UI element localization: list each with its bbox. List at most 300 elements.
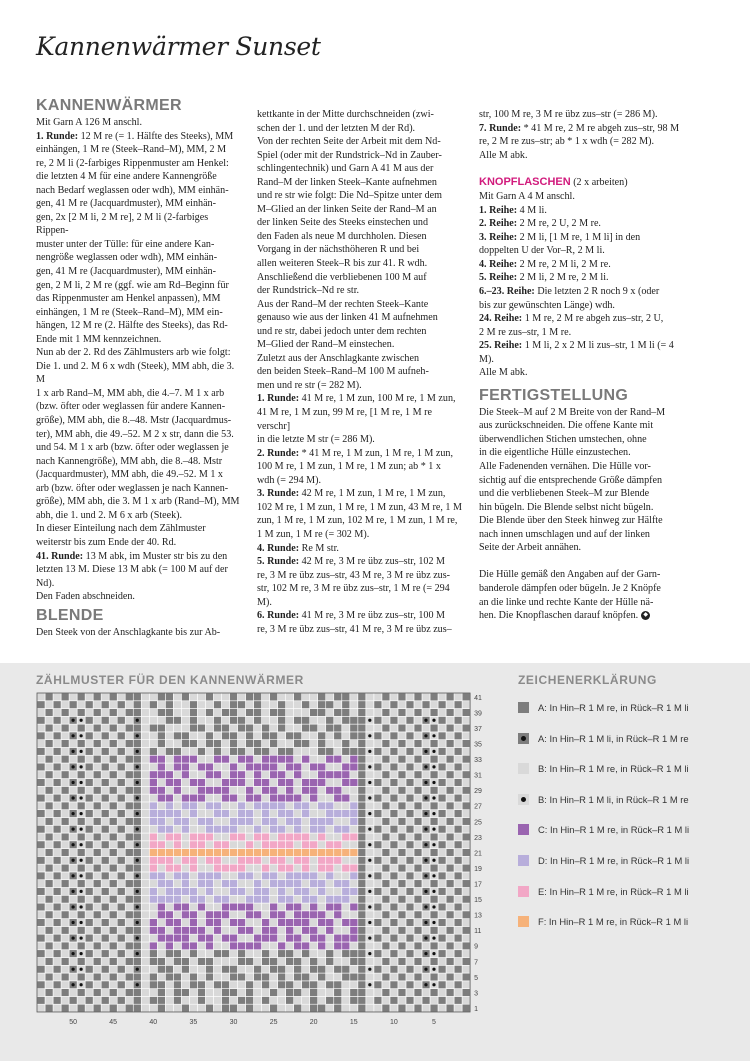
legend-label: A: In Hin–R 1 M li, in Rück–R 1 M re [538, 732, 689, 744]
chart-cell [278, 810, 286, 818]
chart-cell [254, 716, 262, 724]
text-line [257, 203, 464, 217]
purl-dot-icon [80, 952, 83, 955]
chart-cell [334, 810, 342, 818]
chart-cell [189, 724, 197, 732]
chart-cell [278, 763, 286, 771]
purl-dot-icon [80, 781, 83, 784]
text-content: der Rundstrick–Nd re str. [257, 285, 360, 297]
purl-dot-icon [432, 874, 435, 877]
chart-cell [181, 794, 189, 802]
chart-cell [157, 973, 165, 981]
chart-cell [438, 1004, 446, 1012]
text-content: weiterstr bis zum Ende der 40. Rd. [36, 536, 177, 548]
purl-dot-icon [80, 734, 83, 737]
text-line [479, 339, 689, 366]
chart-cell [173, 903, 181, 911]
chart-cell [181, 825, 189, 833]
chart-cell [45, 740, 53, 748]
chart-cell [326, 763, 334, 771]
chart-cell [133, 755, 141, 763]
purl-dot-icon [432, 968, 435, 971]
chart-cell [189, 958, 197, 966]
chart-cell [350, 779, 358, 787]
purl-dot-icon [424, 936, 427, 939]
chart-cell [197, 802, 205, 810]
chart-cell [406, 701, 414, 709]
chart-cell [422, 771, 430, 779]
legend-label: C: In Hin–R 1 M re, in Rück–R 1 M li [538, 824, 690, 836]
chart-cell [125, 747, 133, 755]
purl-dot-icon [521, 797, 526, 802]
chart-cell [294, 779, 302, 787]
chart-cell [101, 779, 109, 787]
chart-cell [390, 841, 398, 849]
chart-cell [294, 709, 302, 717]
chart-cell [157, 817, 165, 825]
purl-dot-icon [136, 843, 139, 846]
chart-cell [358, 880, 366, 888]
chart-cell [358, 872, 366, 880]
chart-cell [205, 802, 213, 810]
purl-dot-icon [71, 921, 74, 924]
chart-cell [229, 919, 237, 927]
chart-cell [229, 701, 237, 709]
chart-cell [350, 794, 358, 802]
chart-cell [37, 724, 45, 732]
chart-cell [45, 747, 53, 755]
chart-cell [366, 693, 374, 701]
chart-cell [85, 872, 93, 880]
chart-cell [85, 817, 93, 825]
chart-cell [446, 919, 454, 927]
chart-cell [462, 841, 470, 849]
chart-cell [286, 989, 294, 997]
chart-cell [45, 934, 53, 942]
text-line [36, 197, 243, 211]
chart-cell [358, 849, 366, 857]
row-label: 17 [474, 881, 482, 889]
chart-cell [101, 747, 109, 755]
chart-cell [414, 950, 422, 958]
chart-cell [390, 965, 398, 973]
chart-cell [173, 693, 181, 701]
chart-cell [310, 732, 318, 740]
text-line [479, 487, 689, 501]
chart-cell [446, 958, 454, 966]
chart-cell [109, 942, 117, 950]
chart-cell [318, 755, 326, 763]
chart-cell [181, 856, 189, 864]
chart-cell [197, 888, 205, 896]
text-line [479, 326, 689, 340]
chart-cell [45, 779, 53, 787]
chart-cell [294, 825, 302, 833]
chart-cell [342, 841, 350, 849]
chart-cell [438, 786, 446, 794]
chart-cell [350, 724, 358, 732]
legend-item [518, 702, 689, 733]
chart-cell [342, 989, 350, 997]
row-label: 23 [474, 834, 482, 842]
chart-cell [446, 981, 454, 989]
chart-cell [45, 786, 53, 794]
chart-cell [454, 817, 462, 825]
chart-cell [125, 942, 133, 950]
chart-cell [213, 716, 221, 724]
text-content: das Rippenmuster am Henkel anpassen), MM [36, 293, 221, 305]
chart-cell [286, 833, 294, 841]
chart-cell [165, 849, 173, 857]
chart-cell [141, 833, 149, 841]
chart-cell [254, 919, 262, 927]
chart-cell [246, 747, 254, 755]
chart-cell [286, 996, 294, 1004]
chart-cell [246, 779, 254, 787]
text-line [36, 509, 243, 523]
chart-cell [342, 825, 350, 833]
chart-cell [213, 841, 221, 849]
chart-cell [141, 919, 149, 927]
chart-cell [69, 880, 77, 888]
chart-cell [318, 872, 326, 880]
chart-cell [342, 740, 350, 748]
chart-cell [462, 864, 470, 872]
chart-cell [382, 786, 390, 794]
chart-cell [45, 833, 53, 841]
chart-cell [77, 849, 85, 857]
chart-cell [406, 864, 414, 872]
chart-cell [398, 709, 406, 717]
chart-cell [382, 849, 390, 857]
chart-cell [101, 841, 109, 849]
chart-cell [117, 740, 125, 748]
chart-cell [221, 965, 229, 973]
chart-cell [302, 825, 310, 833]
chart-cell [141, 709, 149, 717]
chart-cell [414, 779, 422, 787]
chart-cell [390, 934, 398, 942]
chart-cell [149, 872, 157, 880]
chart-cell [390, 942, 398, 950]
legend-item [518, 886, 689, 917]
chart-cell [406, 981, 414, 989]
chart-cell [350, 958, 358, 966]
chart-cell [189, 740, 197, 748]
text-content: nach Bedarf weglassen oder wdh), MM einhän- [36, 184, 229, 196]
chart-cell [294, 942, 302, 950]
chart-cell [61, 888, 69, 896]
chart-cell [197, 779, 205, 787]
chart-cell [430, 701, 438, 709]
chart-cell [157, 934, 165, 942]
text-content: 2 M re, 2 M li, 2 M re. [517, 258, 611, 270]
chart-cell [165, 934, 173, 942]
chart-cell [149, 942, 157, 950]
chart-cell [302, 872, 310, 880]
chart-cell [93, 693, 101, 701]
chart-cell [382, 973, 390, 981]
chart-cell [438, 872, 446, 880]
chart-cell [270, 965, 278, 973]
chart-cell [101, 709, 109, 717]
chart-cell [53, 981, 61, 989]
chart-cell [310, 817, 318, 825]
chart-cell [189, 779, 197, 787]
text-line [257, 298, 464, 312]
chart-cell [270, 810, 278, 818]
chart-cell [173, 732, 181, 740]
purl-dot-icon [424, 968, 427, 971]
chart-cell [270, 973, 278, 981]
chart-cell [213, 763, 221, 771]
chart-cell [238, 724, 246, 732]
chart-cell [37, 989, 45, 997]
chart-cell [358, 996, 366, 1004]
chart-cell [366, 849, 374, 857]
chart-cell [430, 693, 438, 701]
text-line [36, 360, 243, 387]
chart-cell [141, 841, 149, 849]
chart-cell [318, 740, 326, 748]
chart-cell [262, 996, 270, 1004]
chart-cell [382, 880, 390, 888]
chart-cell [77, 786, 85, 794]
chart-cell [246, 981, 254, 989]
text-line [479, 460, 689, 474]
chart-cell [85, 779, 93, 787]
chart-cell [366, 817, 374, 825]
chart-cell [69, 740, 77, 748]
chart-cell [254, 872, 262, 880]
chart-cell [302, 950, 310, 958]
chart-cell [446, 779, 454, 787]
chart-cell [221, 763, 229, 771]
chart-cell [181, 919, 189, 927]
text-line [36, 292, 243, 306]
purl-dot-icon [432, 812, 435, 815]
chart-cell [438, 989, 446, 997]
chart-cell [85, 950, 93, 958]
chart-cell [286, 802, 294, 810]
chart-cell [125, 856, 133, 864]
chart-cell [294, 996, 302, 1004]
chart-cell [61, 926, 69, 934]
chart-cell [141, 747, 149, 755]
chart-cell [374, 849, 382, 857]
chart-cell [462, 779, 470, 787]
chart-cell [438, 771, 446, 779]
chart-cell [213, 942, 221, 950]
purl-dot-icon [432, 719, 435, 722]
chart-cell [205, 771, 213, 779]
chart-cell [109, 825, 117, 833]
chart-cell [197, 1004, 205, 1012]
chart-cell [286, 716, 294, 724]
chart-cell [101, 996, 109, 1004]
chart-cell [270, 693, 278, 701]
chart-cell [326, 903, 334, 911]
chart-cell [382, 794, 390, 802]
chart-cell [366, 895, 374, 903]
chart-cell [318, 810, 326, 818]
chart-cell [286, 724, 294, 732]
chart-cell [278, 942, 286, 950]
chart-cell [382, 740, 390, 748]
chart-cell [205, 996, 213, 1004]
col-label: 30 [229, 1018, 238, 1026]
text-content: in die eigentliche Hülle einzustechen. [479, 447, 631, 459]
chart-cell [462, 833, 470, 841]
chart-cell [246, 926, 254, 934]
chart-cell [173, 779, 181, 787]
chart-cell [85, 740, 93, 748]
chart-cell [246, 786, 254, 794]
chart-cell [109, 740, 117, 748]
chart-cell [37, 747, 45, 755]
chart-cell [278, 833, 286, 841]
chart-cell [382, 996, 390, 1004]
chart-cell [45, 942, 53, 950]
text-content: 13 M abk, im Muster str bis zu den [83, 550, 228, 562]
chart-cell [85, 802, 93, 810]
chart-cell [141, 763, 149, 771]
chart-cell [221, 716, 229, 724]
chart-cell [229, 747, 237, 755]
chart-cell [278, 709, 286, 717]
chart-cell [438, 763, 446, 771]
chart-cell [358, 709, 366, 717]
chart-cell [342, 747, 350, 755]
legend-label: D: In Hin–R 1 M re, in Rück–R 1 M li [538, 854, 690, 866]
chart-cell [438, 888, 446, 896]
text-line [36, 495, 243, 509]
chart-cell [374, 996, 382, 1004]
chart-cell [374, 693, 382, 701]
chart-cell [53, 817, 61, 825]
chart-cell [262, 833, 270, 841]
chart-cell [205, 880, 213, 888]
text-content: Spiel (oder mit der Rundstrick–Nd in Zauber- [257, 149, 442, 161]
chart-cell [414, 965, 422, 973]
chart-cell [197, 864, 205, 872]
chart-cell [85, 880, 93, 888]
chart-cell [278, 825, 286, 833]
chart-cell [350, 802, 358, 810]
chart-cell [414, 747, 422, 755]
chart-cell [229, 740, 237, 748]
chart-cell [398, 755, 406, 763]
step-label: 6.–23. Reihe: [479, 286, 535, 298]
chart-cell [246, 794, 254, 802]
chart-cell [149, 825, 157, 833]
chart-cell [286, 841, 294, 849]
chart-cell [262, 895, 270, 903]
chart-cell [149, 996, 157, 1004]
chart-cell [438, 755, 446, 763]
chart-cell [157, 1004, 165, 1012]
text-line [479, 244, 689, 258]
chart-cell [93, 934, 101, 942]
chart-cell [205, 786, 213, 794]
chart-cell [446, 724, 454, 732]
chart-cell [181, 701, 189, 709]
chart-cell [318, 817, 326, 825]
chart-cell [438, 911, 446, 919]
column-3 [479, 108, 689, 623]
chart-cell [229, 864, 237, 872]
chart-cell [462, 771, 470, 779]
purl-dot-icon [136, 968, 139, 971]
chart-cell [254, 989, 262, 997]
chart-cell [125, 701, 133, 709]
chart-cell [318, 965, 326, 973]
chart-cell [85, 755, 93, 763]
purl-dot-icon [368, 983, 371, 986]
chart-cell [157, 841, 165, 849]
text-line [257, 460, 464, 474]
chart-cell [69, 724, 77, 732]
chart-cell [181, 786, 189, 794]
chart-cell [238, 996, 246, 1004]
chart-cell [229, 817, 237, 825]
chart-cell [246, 950, 254, 958]
chart-cell [262, 709, 270, 717]
text-line [479, 514, 689, 528]
purl-dot-icon [368, 843, 371, 846]
text-line [36, 590, 243, 604]
chart-cell [342, 864, 350, 872]
chart-cell [358, 958, 366, 966]
chart-cell [350, 786, 358, 794]
chart-cell [310, 802, 318, 810]
chart-cell [334, 786, 342, 794]
chart-cell [438, 732, 446, 740]
chart-cell [53, 965, 61, 973]
chart-cell [286, 701, 294, 709]
chart-cell [342, 779, 350, 787]
chart-cell [93, 779, 101, 787]
purl-dot-icon [80, 765, 83, 768]
chart-cell [165, 965, 173, 973]
text-content: 102 M re, 1 M zun, 1 M re, 1 M zun, 43 M re, 1 M [257, 501, 462, 513]
chart-cell [318, 802, 326, 810]
chart-cell [302, 1004, 310, 1012]
chart-cell [229, 965, 237, 973]
chart-cell [262, 911, 270, 919]
chart-cell [157, 810, 165, 818]
purl-dot-icon [71, 859, 74, 862]
chart-cell [165, 802, 173, 810]
chart-cell [302, 693, 310, 701]
chart-cell [173, 934, 181, 942]
chart-cell [390, 701, 398, 709]
chart-cell [358, 825, 366, 833]
chart-cell [398, 926, 406, 934]
purl-dot-icon [136, 719, 139, 722]
chart-cell [61, 973, 69, 981]
chart-cell [374, 771, 382, 779]
chart-cell [157, 763, 165, 771]
chart-cell [334, 864, 342, 872]
chart-cell [422, 701, 430, 709]
chart-cell [438, 724, 446, 732]
chart-cell [125, 872, 133, 880]
chart-cell [53, 911, 61, 919]
chart-cell [246, 716, 254, 724]
text-content: hängen, 12 M re (2. Hälfte des Steeks), das Rd- [36, 320, 228, 332]
chart-cell [213, 771, 221, 779]
